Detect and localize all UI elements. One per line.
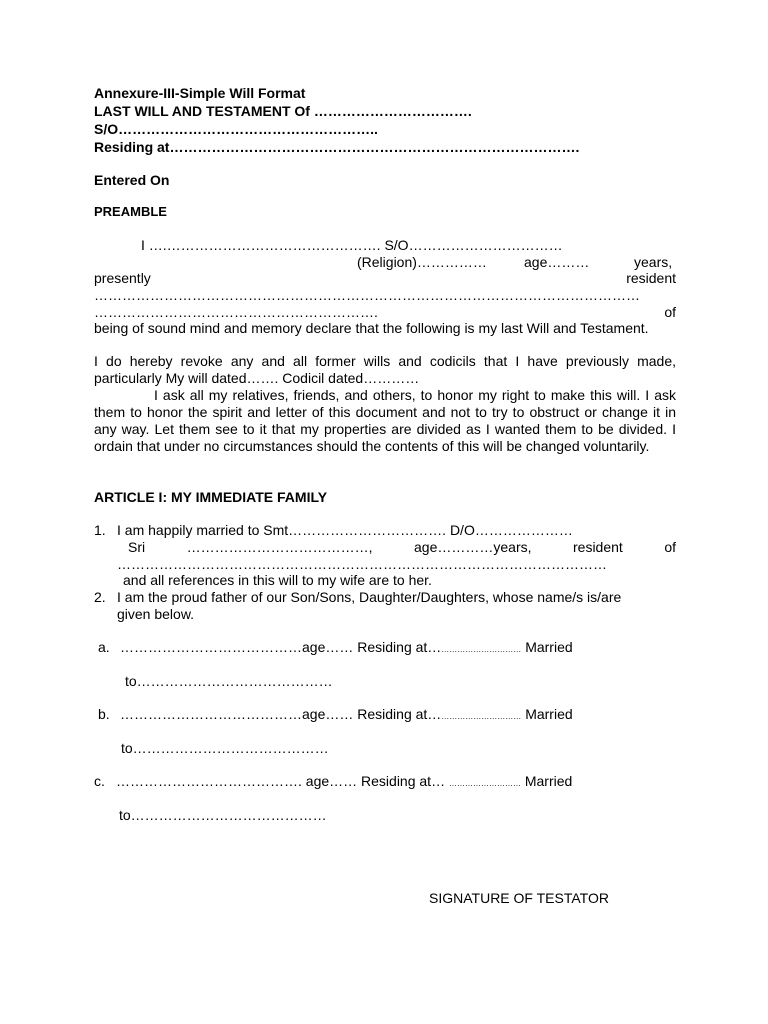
item-2-number: 2. — [94, 589, 106, 605]
years-label: years, — [634, 254, 673, 270]
sri-dots: …………………………………, — [186, 539, 373, 555]
child-a-entry: …………………………………age…… Residing at… — [120, 639, 442, 655]
item-1-sri-line — [128, 539, 676, 556]
child-b-entry: …………………………………age…… Residing at… — [120, 706, 442, 722]
child-b-residence-dots: ………………………… — [441, 712, 522, 721]
sri-label: Sri — [128, 539, 146, 555]
will-title: LAST WILL AND TESTAMENT Of ……………………………. — [94, 103, 472, 119]
child-a-married: Married — [525, 639, 573, 655]
item-1-dots: …………………………………………………………………………………………… — [117, 556, 607, 572]
annexure-title: Annexure-III-Simple Will Format — [94, 85, 306, 101]
child-b-line — [120, 706, 573, 725]
of-label: of — [664, 304, 676, 320]
sri-resident: resident — [573, 539, 623, 555]
address-dots-2: ……………………………………………………. — [94, 304, 378, 320]
child-c-married-to: to…………………………………… — [119, 807, 327, 823]
revoke-paragraph: I do hereby revoke any and all former wills and codicils that I have previously made, particularly My will dated……. Codicil dated………… — [94, 353, 676, 386]
item-1-text: I am happily married to Smt……………………………. D/O………………… — [117, 522, 573, 538]
so-line: S/O……………………………………………….. — [94, 121, 378, 137]
presently-label: presently — [94, 270, 151, 286]
child-c-line — [116, 773, 572, 792]
sound-mind-paragraph: being of sound mind and memory declare that the following is my last Will and Testament. — [94, 320, 649, 336]
relatives-paragraph: I ask all my relatives, friends, and others, to honor my right to make this will. I ask them to honor the spirit and letter of this document and not to try to obstruct or change it in any way. Let them see to it that my properties are divided as I wanted them to be divided. I ordain that under no circumstances should the contents of this will be changed voluntarily. — [94, 387, 676, 454]
presently-resident-line — [94, 270, 676, 287]
child-a-line — [120, 639, 573, 658]
sri-age: age…………years, — [414, 539, 532, 555]
resident-label: resident — [626, 270, 676, 286]
child-c-married: Married — [524, 773, 573, 789]
child-a-married-to: to…………………………………… — [125, 673, 333, 689]
item-2-continuation: given below. — [117, 606, 195, 622]
child-c-entry: …………………………………. age…… Residing at… — [116, 773, 446, 789]
entered-on: Entered On — [94, 172, 170, 188]
religion-field: (Religion)…………… — [357, 254, 487, 270]
item-2-text: I am the proud father of our Son/Sons, Daughter/Daughters, whose name/s is/are — [117, 589, 622, 605]
address-dots-1: ……………………………………………………………………………………………………… — [94, 287, 640, 303]
preamble-name-line: I ….………………………………………. S/O…………………………… — [141, 237, 563, 253]
sri-of: of — [664, 539, 676, 555]
child-b-married: Married — [525, 706, 573, 722]
child-c-label: c. — [94, 773, 105, 789]
address-of-line — [94, 304, 676, 321]
child-b-married-to: to…………………………………… — [121, 740, 329, 756]
article-1-heading: ARTICLE I: MY IMMEDIATE FAMILY — [94, 489, 328, 505]
residing-line: Residing at……………………………………………………………………………. — [94, 139, 580, 155]
child-b-label: b. — [98, 706, 110, 722]
item-1-number: 1. — [94, 522, 106, 538]
item-1-references: and all references in this will to my wife are to her. — [123, 572, 432, 588]
preamble-heading: PREAMBLE — [94, 204, 167, 219]
age-field: age……… — [524, 254, 590, 270]
child-c-residence-dots: ……………………… — [448, 779, 521, 788]
child-a-label: a. — [98, 639, 110, 655]
signature-of-testator: SIGNATURE OF TESTATOR — [429, 890, 609, 906]
child-a-residence-dots: ………………………… — [441, 645, 522, 654]
